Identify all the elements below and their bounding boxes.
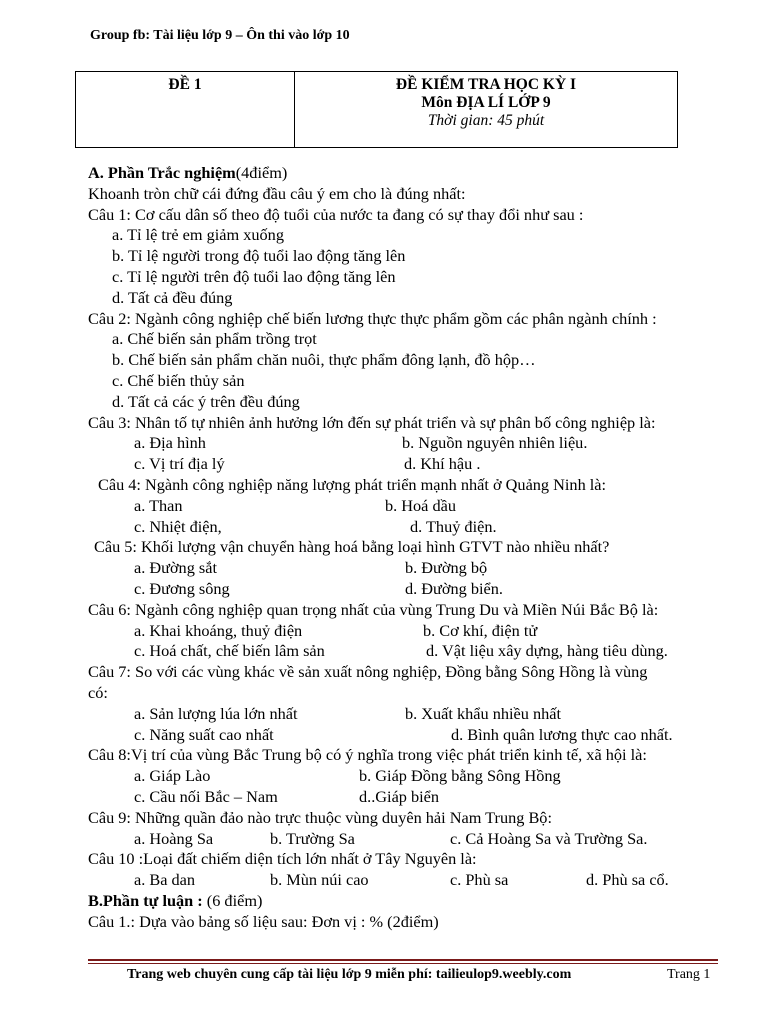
q6-option-c: c. Hoá chất, chế biến lâm sản: [134, 641, 325, 661]
q1-option-b: b. Tỉ lệ người trong độ tuổi lao động tăng lên: [112, 246, 406, 266]
q2-option-d: d. Tất cả các ý trên đều đúng: [112, 391, 300, 411]
q6-row-cd: [88, 641, 718, 662]
q8-row-cd: [88, 787, 718, 808]
exam-title: ĐỀ KIỂM TRA HỌC KỲ I: [395, 76, 577, 93]
q4-row-ab: [88, 496, 718, 517]
exam-time: Thời gian: 45 phút: [427, 112, 545, 129]
page-header: Group fb: Tài liệu lớp 9 – Ôn thi vào lớp 10: [90, 28, 350, 43]
q3-option-b: b. Nguồn nguyên nhiên liệu.: [402, 433, 588, 453]
q5-option-b: b. Đường bộ: [405, 558, 488, 578]
q1-option-a: a. Tỉ lệ trẻ em giảm xuống: [112, 225, 284, 245]
footer-text: Trang web chuyên cung cấp tài liệu lớp 9 miễn phí: tailieulop9.weebly.com: [127, 967, 572, 982]
question-5: Câu 5: Khối lượng vận chuyển hàng hoá bằng loại hình GTVT nào nhiều nhất?: [94, 537, 610, 557]
q8-option-b: b. Giáp Đồng bằng Sông Hồng: [359, 766, 561, 786]
q9-option-a: a. Hoàng Sa: [134, 828, 214, 848]
q4-row-cd: [88, 517, 718, 538]
footer-rule: [88, 959, 718, 961]
q10-options: [88, 870, 718, 891]
question-9: Câu 9: Những quần đảo nào trực thuộc vùng duyên hải Nam Trung Bộ:: [88, 807, 552, 827]
exam-subject: Môn ĐỊA LÍ LỚP 9: [421, 94, 551, 111]
q5-row-cd: [88, 579, 718, 600]
footer-rule-thin: [88, 963, 718, 964]
q3-option-a: a. Địa hình: [134, 433, 206, 453]
q7-option-c: c. Năng suất cao nhất: [134, 724, 274, 744]
q5-option-d: d. Đường biển.: [405, 578, 503, 598]
q3-row-cd: [88, 454, 718, 475]
q2-option-b: b. Chế biến sản phẩm chăn nuôi, thực phẩm đông lạnh, đồ hộp…: [112, 350, 536, 370]
q5-option-c: c. Đương sông: [134, 578, 230, 598]
exam-title-cell: [295, 72, 678, 148]
q9-option-c: c. Cả Hoàng Sa và Trường Sa.: [450, 828, 648, 848]
exam-number: ĐỀ 1: [76, 72, 295, 148]
q8-row-ab: [88, 766, 718, 787]
q4-option-b: b. Hoá dầu: [385, 495, 456, 515]
question-3: Câu 3: Nhân tố tự nhiên ảnh hưởng lớn đến sự phát triển và sự phân bố công nghiệp là:: [88, 412, 656, 432]
q8-option-a: a. Giáp Lào: [134, 766, 211, 786]
q7-option-a: a. Sản lượng lúa lớn nhất: [134, 703, 298, 723]
exam-header-box: [75, 71, 678, 148]
q4-option-d: d. Thuỷ điện.: [410, 516, 497, 536]
q5-option-a: a. Đường sắt: [134, 558, 217, 578]
q4-option-a: a. Than: [134, 495, 183, 515]
question-8: Câu 8:Vị trí của vùng Bắc Trung bộ có ý nghĩa trong việc phát triển kinh tế, xã hội là:: [88, 745, 647, 765]
q10-option-a: a. Ba dan: [134, 870, 196, 890]
question-10: Câu 10 :Loại đất chiếm diện tích lớn nhất ở Tây Nguyên là:: [88, 849, 477, 869]
q9-options: [88, 829, 718, 850]
q3-option-d: d. Khí hậu .: [404, 454, 481, 474]
q1-option-d: d. Tất cả đều đúng: [112, 287, 233, 307]
question-2: Câu 2: Ngành công nghiệp chế biến lương thực thực phẩm gồm các phân ngành chính :: [88, 308, 657, 328]
q5-row-ab: [88, 558, 718, 579]
q2-option-a: a. Chế biến sản phẩm trồng trọt: [112, 329, 317, 349]
q7-option-d: d. Bình quân lương thực cao nhất.: [451, 724, 673, 744]
question-1: Câu 1: Cơ cấu dân số theo độ tuổi của nước ta đang có sự thay đổi như sau :: [88, 204, 584, 224]
q4-option-c: c. Nhiệt điện,: [134, 516, 222, 536]
q7-row-cd: [88, 725, 718, 746]
exam-content: [88, 163, 718, 932]
essay-question-1: Câu 1.: Dựa vào bảng số liệu sau: Đơn vị : % (2điểm): [88, 911, 439, 931]
q10-option-c: c. Phù sa: [450, 870, 509, 890]
section-a-heading: A. Phần Trắc nghiệm(4điểm): [88, 163, 288, 182]
q2-option-c: c. Chế biến thủy sản: [112, 370, 245, 390]
page-number: Trang 1: [667, 967, 711, 982]
q7-option-b: b. Xuất khẩu nhiều nhất: [405, 703, 561, 723]
q3-option-c: c. Vị trí địa lý: [134, 454, 225, 474]
q9-option-b: b. Trường Sa: [270, 828, 355, 848]
q6-option-b: b. Cơ khí, điện tử: [423, 620, 538, 640]
section-b-heading: B.Phần tự luận : (6 điểm): [88, 890, 263, 910]
q6-option-d: d. Vật liệu xây dựng, hàng tiêu dùng.: [426, 641, 668, 661]
q1-option-c: c. Tỉ lệ người trên độ tuổi lao động tăng lên: [112, 266, 396, 286]
q8-option-c: c. Cầu nối Bắc – Nam: [134, 786, 278, 806]
q8-option-d: d..Giáp biển: [359, 786, 440, 806]
q7-row-ab: [88, 704, 718, 725]
q6-option-a: a. Khai khoáng, thuỷ điện: [134, 620, 303, 640]
q10-option-d: d. Phù sa cổ.: [586, 870, 669, 890]
question-4: Câu 4: Ngành công nghiệp năng lượng phát triển mạnh nhất ở Quảng Ninh là:: [98, 474, 607, 494]
question-7: Câu 7: So với các vùng khác về sản xuất nông nghiệp, Đồng bằng Sông Hồng là vùng: [88, 662, 648, 682]
instruction: Khoanh tròn chữ cái đứng đầu câu ý em cho là đúng nhất:: [88, 183, 466, 203]
question-6: Câu 6: Ngành công nghiệp quan trọng nhất của vùng Trung Du và Miền Núi Bắc Bộ là:: [88, 599, 659, 619]
q3-row-ab: [88, 433, 718, 454]
q10-option-b: b. Mùn núi cao: [270, 870, 369, 890]
question-7-cont: có:: [88, 682, 108, 702]
q6-row-ab: [88, 621, 718, 642]
